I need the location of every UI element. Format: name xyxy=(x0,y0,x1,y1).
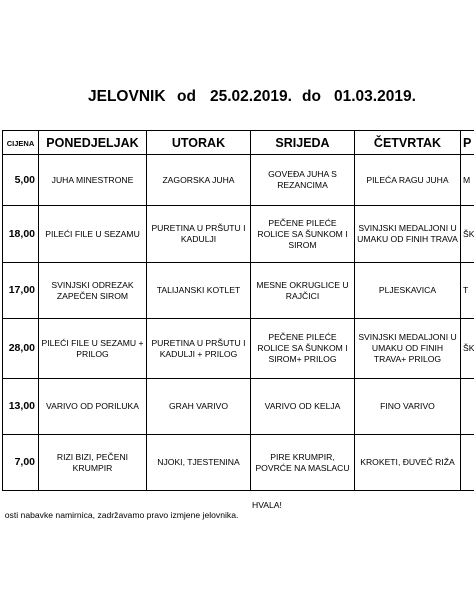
header-tuesday: UTORAK xyxy=(147,131,251,155)
menu-cell: FINO VARIVO xyxy=(355,379,461,435)
menu-cell: MESNE OKRUGLICE U RAJČICI xyxy=(251,263,355,319)
table-row xyxy=(3,206,474,263)
table-row xyxy=(3,379,474,435)
menu-table xyxy=(2,130,474,491)
table-row xyxy=(3,319,474,379)
table-row xyxy=(3,435,474,491)
menu-cell: ŠK xyxy=(461,206,474,263)
title-date-from: 25.02.2019. xyxy=(210,88,292,105)
title-od: od xyxy=(177,88,196,105)
menu-cell: SVINJSKI MEDALJONI U UMAKU OD FINIH TRAVA+ PRILOG xyxy=(355,319,461,379)
menu-cell: SVINJSKI MEDALJONI U UMAKU OD FINIH TRAVA xyxy=(355,206,461,263)
menu-cell: PLJESKAVICA xyxy=(355,263,461,319)
menu-cell xyxy=(461,435,474,491)
menu-cell: ŠK xyxy=(461,319,474,379)
price-cell: 13,00 xyxy=(3,379,39,435)
menu-cell: JUHA MINESTRONE xyxy=(39,155,147,206)
title-date-to: 01.03.2019. xyxy=(334,88,416,105)
header-row xyxy=(3,131,474,155)
price-cell: 5,00 xyxy=(3,155,39,206)
menu-cell: RIZI BIZI, PEČENI KRUMPIR xyxy=(39,435,147,491)
menu-cell: PILEĆI FILE U SEZAMU xyxy=(39,206,147,263)
table-row xyxy=(3,263,474,319)
menu-cell: VARIVO OD PORILUKA xyxy=(39,379,147,435)
menu-cell: PEČENE PILEĆE ROLICE SA ŠUNKOM I SIROM+ PRILOG xyxy=(251,319,355,379)
menu-cell: M xyxy=(461,155,474,206)
menu-cell xyxy=(461,379,474,435)
menu-cell: SVINJSKI ODREZAK ZAPEČEN SIROM xyxy=(39,263,147,319)
menu-cell: T xyxy=(461,263,474,319)
menu-cell: TALIJANSKI KOTLET xyxy=(147,263,251,319)
header-friday: P xyxy=(461,131,474,155)
price-cell: 28,00 xyxy=(3,319,39,379)
menu-cell: PIRE KRUMPIR, POVRĆE NA MASLACU xyxy=(251,435,355,491)
footer-thanks: HVALA! xyxy=(252,500,282,510)
price-cell: 7,00 xyxy=(3,435,39,491)
menu-cell: GOVEĐA JUHA S REZANCIMA xyxy=(251,155,355,206)
menu-cell: PURETINA U PRŠUTU I KADULJI xyxy=(147,206,251,263)
table-row xyxy=(3,155,474,206)
menu-cell: NJOKI, TJESTENINA xyxy=(147,435,251,491)
price-cell: 18,00 xyxy=(3,206,39,263)
menu-cell: PURETINA U PRŠUTU I KADULJI + PRILOG xyxy=(147,319,251,379)
header-wednesday: SRIJEDA xyxy=(251,131,355,155)
menu-cell: KROKETI, ĐUVEČ RIŽA xyxy=(355,435,461,491)
header-price: CIJENA xyxy=(3,131,39,155)
menu-cell: PILEĆI FILE U SEZAMU + PRILOG xyxy=(39,319,147,379)
header-monday: PONEDJELJAK xyxy=(39,131,147,155)
header-thursday: ČETVRTAK xyxy=(355,131,461,155)
menu-cell: GRAH VARIVO xyxy=(147,379,251,435)
footer-text: osti nabavke namirnica, zadržavamo pravo izmjene jelovnika. xyxy=(4,510,239,520)
title-label: JELOVNIK xyxy=(88,88,166,105)
menu-cell: PEČENE PILEĆE ROLICE SA ŠUNKOM I SIROM xyxy=(251,206,355,263)
title-do: do xyxy=(302,88,321,105)
menu-cell: PILEĆA RAGU JUHA xyxy=(355,155,461,206)
menu-cell: VARIVO OD KELJA xyxy=(251,379,355,435)
price-cell: 17,00 xyxy=(3,263,39,319)
menu-cell: ZAGORSKA JUHA xyxy=(147,155,251,206)
footer-note xyxy=(0,500,282,530)
